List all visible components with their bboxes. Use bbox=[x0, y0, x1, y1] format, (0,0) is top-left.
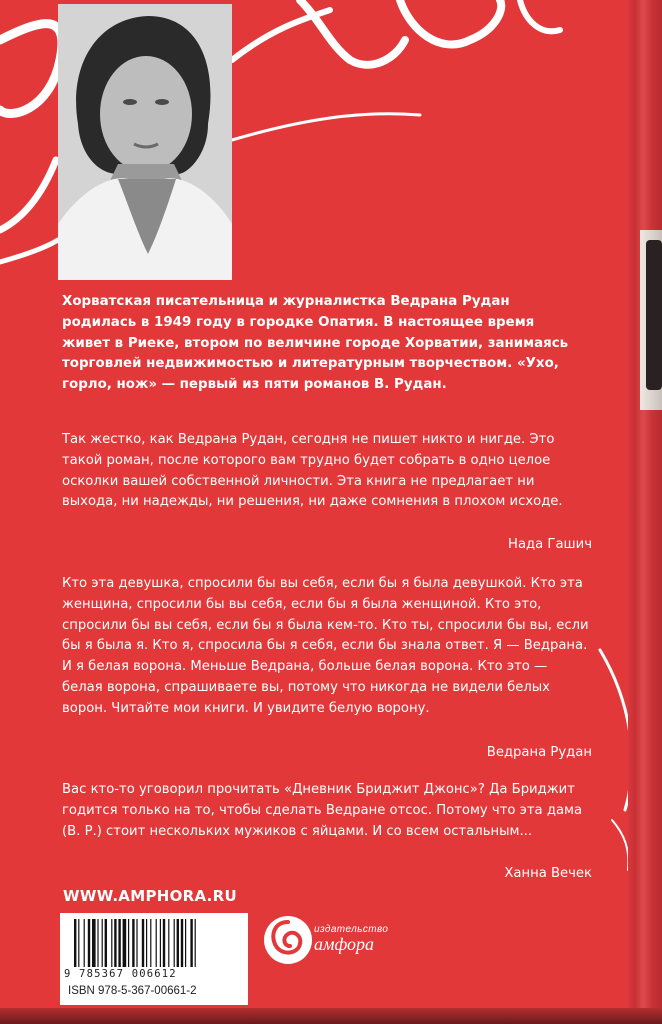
isbn-text: ISBN 978-5-367-00661-2 bbox=[68, 985, 197, 997]
barcode-bar bbox=[174, 919, 175, 967]
barcode-bar bbox=[177, 919, 179, 967]
review-author-3: Ханна Вечек bbox=[504, 866, 592, 881]
barcode-bar bbox=[156, 919, 157, 967]
barcode-bar bbox=[97, 919, 98, 967]
publisher-website: WWW.AMPHORA.RU bbox=[63, 887, 238, 905]
barcode-bar bbox=[128, 919, 129, 967]
cover-bottom-edge bbox=[0, 1008, 662, 1024]
amphora-logo-icon bbox=[262, 914, 314, 966]
barcode-bar bbox=[102, 919, 103, 967]
author-biography: Хорватская писательница и журналистка Ведрана Рудан родилась в 1949 году в городке Опатия. В настоящее время живет в Риеке, втором по величине городе Хорватии, занимаясь торговлей недвижимостью и литературным творчеством. «Ухо, горло, нож» — первый из пяти романов В. Рудан. bbox=[62, 294, 569, 393]
review-quote-3: Вас кто-то уговорил прочитать «Дневник Бриджит Джонс»? Да Бриджит годится только на то, чтобы сделать Ведране отсос. Потому что эта дама (В. Р.) стоит нескольких мужиков с яйцами. И со всем остальным... bbox=[62, 782, 583, 839]
review-quote-2: Кто эта девушка, спросили бы вы себя, если бы я была девушкой. Кто эта женщина, спросили бы вы себя, если бы я была женщиной. Кто это, спросили бы вы себя, если бы я была кем-то. Кто ты, спросили бы вы, если бы я была я. Кто я, спросила бы я себя, если бы знала ответ. Я — Ведрана. И я белая ворона. Меньше Ведрана, больше белая ворона. Кто это — белая ворона, спрашиваете вы, потому что никогда не видели белых ворон. Читайте мои книги. И увидите белую ворону. bbox=[62, 576, 589, 716]
barcode-bar bbox=[160, 919, 161, 967]
barcode-bar bbox=[88, 919, 90, 967]
barcode-bar bbox=[142, 919, 144, 967]
review-quote-1: Так жестко, как Ведрана Рудан, сегодня не пишет никто и нигде. Это такой роман, после которого вам трудно будет собрать в одно целое осколки вашей собственной личности. Эта книга не предлагает ни выхода, ни надежды, ни решения, ни даже сомнения в плохом исходе. bbox=[62, 432, 563, 510]
barcode-bar bbox=[118, 919, 120, 967]
barcode-bar bbox=[185, 919, 186, 967]
barcode-bar bbox=[163, 919, 165, 967]
review-author-2: Ведрана Рудан bbox=[486, 745, 592, 760]
barcode-bar bbox=[111, 919, 112, 967]
barcode-bar bbox=[123, 919, 127, 967]
barcode-bar bbox=[78, 919, 79, 967]
barcode-bar bbox=[114, 919, 116, 967]
barcode-bar bbox=[92, 919, 96, 967]
book-spine bbox=[628, 0, 662, 1024]
barcode-bar bbox=[146, 919, 147, 967]
barcode-bar bbox=[84, 919, 85, 967]
barcode-bar bbox=[190, 919, 192, 967]
barcode-bar bbox=[168, 919, 169, 967]
barcode-bar bbox=[105, 919, 107, 967]
barcode bbox=[60, 913, 248, 1005]
barcode-bar bbox=[74, 919, 76, 967]
publisher-name: амфора bbox=[314, 934, 375, 954]
review-author-1: Нада Гашич bbox=[508, 537, 592, 552]
author-photo bbox=[58, 4, 232, 280]
barcode-bars bbox=[74, 919, 234, 969]
barcode-bar bbox=[150, 919, 151, 967]
publisher-label: издательство bbox=[314, 924, 389, 935]
barcode-number: 9 785367 006612 bbox=[64, 968, 177, 980]
barcode-bar bbox=[136, 919, 137, 967]
barcode-bar bbox=[132, 919, 134, 967]
barcode-bar bbox=[181, 919, 183, 967]
spine-shadow bbox=[646, 240, 662, 390]
barcode-bar bbox=[195, 919, 196, 967]
